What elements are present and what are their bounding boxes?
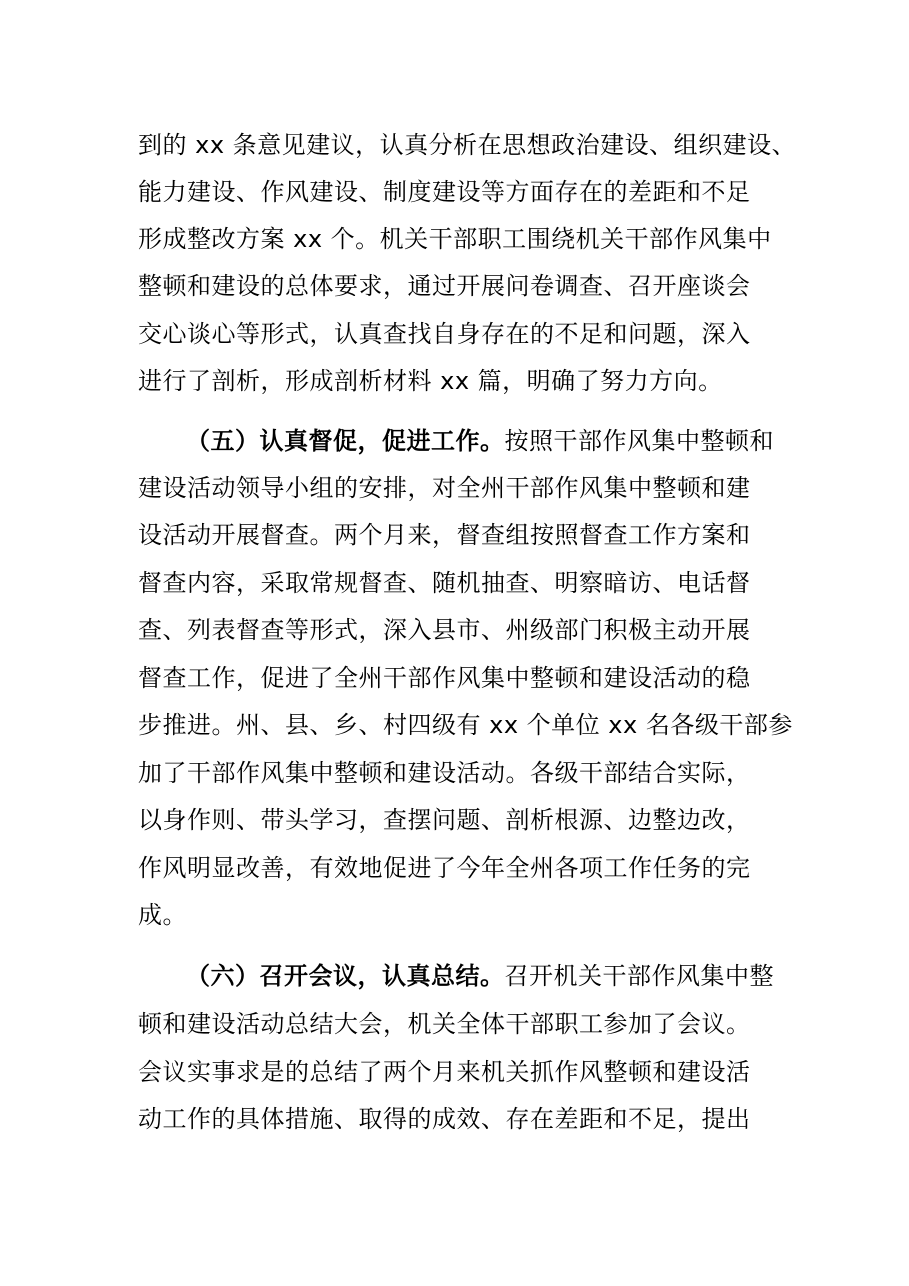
body-text-line: 作风明显改善，有效地促进了今年全州各项工作任务的完 (138, 854, 751, 882)
body-text-line: 整顿和建设的总体要求，通过开展问卷调查、召开座谈会 (138, 272, 751, 300)
body-text-line: 步推进。州、县、乡、村四级有 xx 个单位 xx 名各级干部参 (138, 711, 793, 739)
body-text-line: 查、列表督查等形式，深入县市、州级部门积极主动开展 (138, 616, 751, 644)
section-heading: （六）召开会议，认真总结。 (186, 962, 505, 990)
body-text-line: 能力建设、作风建设、制度建设等方面存在的差距和不足 (138, 178, 751, 206)
body-text-line: 形成整改方案 xx 个。机关干部职工围绕机关干部作风集中 (138, 225, 772, 253)
section-heading-line (186, 960, 798, 992)
body-text-line: 加了干部作风集中整顿和建设活动。各级干部结合实际， (138, 759, 751, 787)
body-text-line: 设活动开展督查。两个月来，督查组按照督查工作方案和 (138, 521, 751, 549)
body-text-line: 交心谈心等形式，认真查找自身存在的不足和问题，深入 (138, 320, 751, 348)
body-text-line: 到的 xx 条意见建议，认真分析在思想政治建设、组织建设、 (138, 131, 797, 159)
body-text-line: 督查内容，采取常规督查、随机抽查、明察暗访、电话督 (138, 569, 751, 597)
section-heading-line (186, 425, 798, 457)
body-text: 召开机关干部作风集中整 (504, 962, 774, 990)
body-text-line: 会议实事求是的总结了两个月来机关抓作风整顿和建设活 (138, 1058, 751, 1086)
body-text-line: 建设活动领导小组的安排，对全州干部作风集中整顿和建 (138, 474, 751, 502)
body-text: 按照干部作风集中整顿和 (504, 427, 774, 455)
body-text-line: 进行了剖析，形成剖析材料 xx 篇，明确了努力方向。 (138, 367, 723, 395)
body-text-line: 动工作的具体措施、取得的成效、存在差距和不足，提出 (138, 1105, 751, 1133)
body-text-line: 督查工作，促进了全州干部作风集中整顿和建设活动的稳 (138, 664, 751, 692)
body-text-line: 顿和建设活动总结大会，机关全体干部职工参加了会议。 (138, 1010, 751, 1038)
body-text-line: 以身作则、带头学习，查摆问题、剖析根源、边整边改， (138, 806, 751, 834)
body-text-line: 成。 (138, 901, 187, 929)
section-heading: （五）认真督促，促进工作。 (186, 427, 505, 455)
